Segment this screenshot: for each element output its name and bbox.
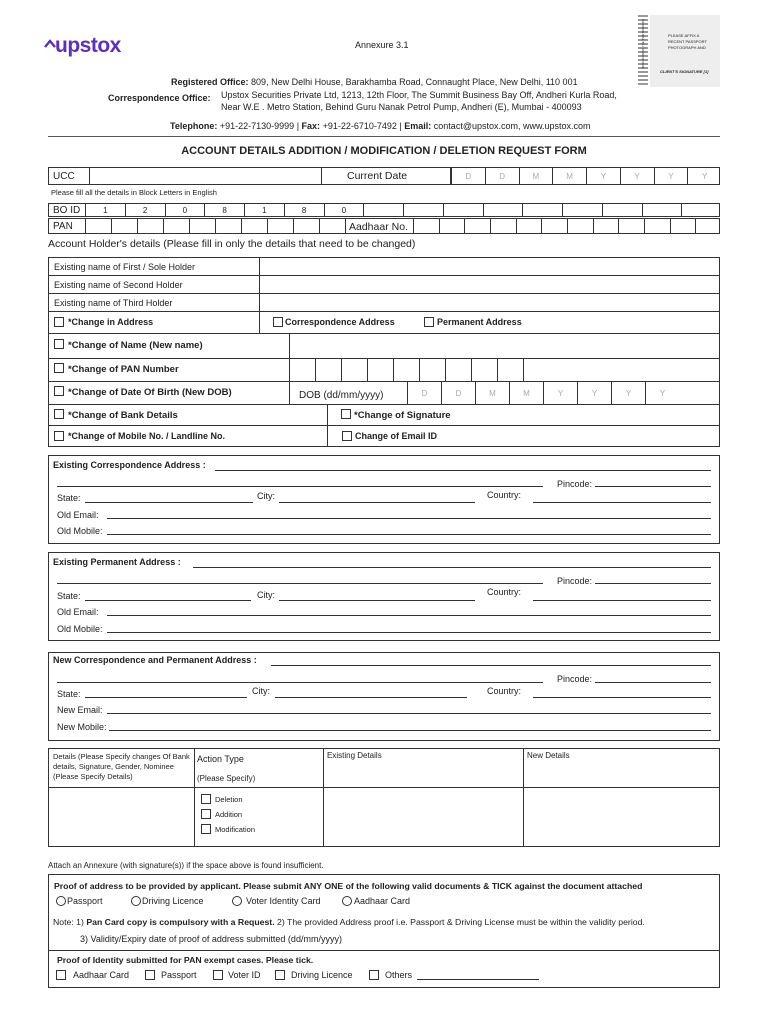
annexure-label: Annexure 3.1	[355, 40, 409, 50]
note-bold: Pan Card copy is compulsory with a Request.	[86, 917, 275, 927]
ucc-label: UCC	[53, 171, 75, 182]
details-col-header: Details (Please Specify changes Of Bank details, Signature, Gender, Nominee (Please Specify Details)	[53, 752, 190, 781]
first-holder-field[interactable]	[261, 259, 717, 274]
pan-cells	[85, 219, 345, 233]
note-prefix: Note: 1)	[53, 917, 84, 927]
date-digit-cell[interactable]: Y	[620, 168, 654, 184]
new-pan-char-cell[interactable]	[289, 359, 315, 381]
registered-office-label: Registered Office:	[171, 77, 249, 87]
country-field[interactable]	[533, 502, 711, 503]
date-digit-cell[interactable]: D	[485, 168, 519, 184]
email-value: contact@upstox.com, www.upstox.com	[433, 121, 591, 131]
photo-box-sign-text: CLIENT'S SIGNATURE [1]	[660, 69, 709, 74]
pincode-field[interactable]	[595, 486, 711, 487]
country-field[interactable]	[533, 600, 711, 601]
pan-char-cell[interactable]	[189, 219, 215, 233]
holder-details-box	[48, 257, 720, 447]
change-address-checkbox[interactable]	[54, 317, 64, 327]
ucc-field[interactable]	[89, 168, 329, 184]
existing-correspondence-title: Existing Correspondence Address :	[53, 460, 206, 470]
pincode-field[interactable]	[595, 583, 711, 584]
bo-id-digit-cell[interactable]: 0	[324, 204, 364, 216]
country-label: Country:	[487, 686, 522, 696]
proof-box	[48, 874, 720, 988]
city-field[interactable]	[279, 502, 475, 503]
date-digit-cell[interactable]: Y	[654, 168, 688, 184]
change-pan-checkbox[interactable]	[54, 363, 64, 373]
date-digit-cell[interactable]: Y	[687, 168, 721, 184]
id-passport-checkbox[interactable]	[145, 970, 155, 980]
pincode-label: Pincode:	[557, 576, 593, 586]
modification-label: Modification	[215, 825, 256, 834]
change-name-checkbox[interactable]	[54, 339, 64, 349]
aadhaar-digit-cell[interactable]	[567, 219, 593, 233]
aadhaar-digit-cell[interactable]	[439, 219, 465, 233]
bo-id-cells	[85, 204, 721, 216]
state-field[interactable]	[85, 502, 253, 503]
passport-radio[interactable]	[56, 896, 66, 906]
date-digit-cell[interactable]: D	[451, 168, 485, 184]
change-bank-checkbox[interactable]	[54, 409, 64, 419]
ucc-row	[48, 167, 720, 185]
country-label: Country:	[487, 587, 522, 597]
new-pan-char-cell[interactable]	[315, 359, 341, 381]
row-divider	[49, 311, 719, 312]
email-label: Email:	[404, 121, 432, 131]
aadhaar-digit-cell[interactable]	[618, 219, 644, 233]
new-mobile-label: New Mobile:	[57, 722, 107, 732]
address-line-1[interactable]	[271, 665, 711, 666]
new-pan-char-cell[interactable]	[393, 359, 419, 381]
country-label: Country:	[487, 490, 522, 500]
table-col-divider	[523, 749, 524, 846]
bo-id-digit-cell[interactable]: 2	[125, 204, 165, 216]
bo-id-row	[48, 203, 720, 217]
registered-office-value: 809, New Delhi House, Barakhamba Road, Connaught Place, New Delhi, 110 001	[251, 77, 578, 87]
bo-id-digit-cell[interactable]	[681, 204, 721, 216]
address-line-2[interactable]	[57, 682, 543, 683]
row-divider	[49, 333, 719, 334]
dob-digit-cell[interactable]: M	[509, 382, 543, 404]
aadhaar-digit-cell[interactable]	[695, 219, 721, 233]
id-others-checkbox[interactable]	[369, 970, 379, 980]
address-line-1[interactable]	[215, 470, 711, 471]
modification-checkbox[interactable]	[201, 824, 211, 834]
aadhaar-option: Aadhaar Card	[354, 896, 411, 906]
aadhaar-radio[interactable]	[342, 896, 352, 906]
change-signature-checkbox[interactable]	[341, 409, 351, 419]
pan-row	[48, 218, 720, 234]
pan-char-cell[interactable]	[85, 219, 111, 233]
correspondence-office-label: Correspondence Office:	[108, 93, 211, 103]
aadhaar-digit-cell[interactable]	[464, 219, 490, 233]
addition-label: Addition	[215, 810, 243, 819]
old-mobile-label: Old Mobile:	[57, 624, 103, 634]
name-divider	[289, 334, 290, 358]
pincode-label: Pincode:	[557, 674, 593, 684]
pan-char-cell[interactable]	[267, 219, 293, 233]
annexure-note: Attach an Annexure (with signature(s)) if the space above is found insufficient.	[48, 861, 324, 870]
table-col-divider	[194, 749, 195, 846]
aadhaar-cells	[413, 219, 721, 233]
new-email-label: New Email:	[57, 705, 103, 715]
change-email-checkbox[interactable]	[342, 431, 352, 441]
aadhaar-digit-cell[interactable]	[541, 219, 567, 233]
others-field[interactable]	[417, 979, 539, 980]
aadhaar-digit-cell[interactable]	[413, 219, 439, 233]
current-date-cells	[451, 168, 721, 184]
passport-option: Passport	[67, 896, 103, 906]
driving-licence-option: Driving Licence	[142, 896, 204, 906]
new-pan-char-cell[interactable]	[367, 359, 393, 381]
address-line-2[interactable]	[57, 583, 543, 584]
photo-box-side-text: SIGN ACROSS THE PHOTOGRAPH	[641, 19, 645, 69]
id-driving-checkbox[interactable]	[275, 970, 285, 980]
existing-details-header: Existing Details	[327, 751, 382, 760]
current-date-label: Current Date	[347, 170, 408, 182]
new-details-header: New Details	[527, 751, 570, 760]
new-mobile-field[interactable]	[109, 730, 711, 731]
existing-permanent-title: Existing Permanent Address :	[53, 557, 181, 567]
old-mobile-field[interactable]	[107, 534, 711, 535]
aadhaar-digit-cell[interactable]	[670, 219, 696, 233]
new-pan-char-cell[interactable]	[497, 359, 523, 381]
holder-heading: Account Holder's details (Please fill in only the details that need to be changed)	[48, 238, 416, 250]
pan-char-cell[interactable]	[163, 219, 189, 233]
id-aadhaar-checkbox[interactable]	[56, 970, 66, 980]
change-mobile-checkbox[interactable]	[54, 431, 64, 441]
details-table	[48, 748, 720, 847]
bo-id-digit-cell[interactable]: 1	[85, 204, 125, 216]
state-label: State:	[57, 689, 81, 699]
new-address-box	[48, 652, 720, 741]
pan-label: PAN	[53, 221, 73, 232]
dob-digit-cell[interactable]: Y	[611, 382, 645, 404]
proof-title: Proof of address to be provided by applicant. Please submit ANY ONE of the following valid documents & TICK against the document attached	[54, 881, 643, 891]
aadhaar-label: Aadhaar No.	[349, 221, 408, 233]
id-aadhaar-label: Aadhaar Card	[73, 970, 130, 980]
change-signature-label: *Change of Signature	[354, 410, 451, 421]
dob-digit-cell[interactable]: Y	[645, 382, 679, 404]
photo-box-affix-text: PLEASE AFFIX A RECENT PASSPORT PHOTOGRAPH AND	[668, 33, 707, 50]
bo-id-digit-cell[interactable]	[363, 204, 403, 216]
bo-id-digit-cell[interactable]: 8	[204, 204, 244, 216]
bo-id-digit-cell[interactable]: 1	[244, 204, 284, 216]
bo-id-digit-cell[interactable]	[642, 204, 682, 216]
dob-divider	[289, 382, 290, 404]
name-label-divider	[259, 258, 260, 312]
header-divider	[48, 136, 720, 137]
new-address-title: New Correspondence and Permanent Address :	[53, 655, 257, 665]
bo-id-digit-cell[interactable]	[443, 204, 483, 216]
bo-id-digit-cell[interactable]: 8	[284, 204, 324, 216]
bo-id-digit-cell[interactable]	[403, 204, 443, 216]
photo-box	[638, 15, 720, 87]
city-label: City:	[257, 590, 275, 600]
change-email-label: Change of Email ID	[355, 431, 438, 441]
state-label: State:	[57, 493, 81, 503]
separator: |	[399, 121, 402, 131]
city-field[interactable]	[275, 697, 467, 698]
id-passport-label: Passport	[161, 970, 197, 980]
id-others-label: Others	[385, 970, 413, 980]
driving-licence-radio[interactable]	[131, 896, 141, 906]
pincode-field[interactable]	[595, 682, 711, 683]
dob-digit-cell[interactable]: Y	[543, 382, 577, 404]
voter-id-radio[interactable]	[232, 896, 242, 906]
correspondence-office-line1: Upstox Securities Private Ltd, 1213, 12th Floor, The Summit Business Bay Off, Andheri Kurla Road,	[221, 90, 617, 100]
aadhaar-digit-cell[interactable]	[490, 219, 516, 233]
address-divider	[259, 312, 260, 333]
third-holder-label: Existing name of Third Holder	[54, 298, 173, 308]
old-mobile-field[interactable]	[107, 632, 711, 633]
address-line-1[interactable]	[193, 567, 711, 568]
proof-note	[53, 917, 645, 927]
pan-char-cell[interactable]	[137, 219, 163, 233]
old-email-field[interactable]	[107, 615, 711, 616]
telephone-label: Telephone:	[170, 121, 218, 131]
old-email-field[interactable]	[107, 518, 711, 519]
city-label: City:	[252, 686, 270, 696]
dob-digit-cell[interactable]: M	[475, 382, 509, 404]
correspondence-address-checkbox[interactable]	[273, 317, 283, 327]
state-label: State:	[57, 591, 81, 601]
date-digit-cell[interactable]: M	[552, 168, 586, 184]
action-type-header: Action Type	[197, 754, 244, 764]
change-address-label: *Change in Address	[68, 317, 154, 327]
country-field[interactable]	[533, 697, 711, 698]
state-field[interactable]	[85, 600, 251, 601]
bo-id-digit-cell[interactable]	[602, 204, 642, 216]
validity-note: 3) Validity/Expiry date of proof of address submitted (dd/mm/yyyy)	[80, 934, 342, 944]
action-type-subheader: (Please Specify)	[197, 774, 256, 783]
pan-char-cell[interactable]	[293, 219, 319, 233]
dob-cells	[407, 382, 679, 404]
change-bank-label: *Change of Bank Details	[68, 410, 178, 421]
bo-id-digit-cell[interactable]	[562, 204, 602, 216]
contact-line	[170, 121, 591, 131]
aadhaar-digit-cell[interactable]	[644, 219, 670, 233]
permanent-address-label: Permanent Address	[437, 317, 522, 327]
address-line-2[interactable]	[57, 486, 543, 487]
bo-id-digit-cell[interactable]	[522, 204, 562, 216]
row-divider	[49, 293, 719, 294]
old-mobile-label: Old Mobile:	[57, 526, 103, 536]
block-letters-note: Please fill all the details in Block Letters in English	[51, 188, 217, 197]
change-dob-label: *Change of Date Of Birth (New DOB)	[68, 387, 232, 398]
brand-name: upstox	[55, 34, 121, 57]
third-holder-field[interactable]	[261, 295, 717, 310]
correspondence-office-line2: Near W.E . Metro Station, Behind Guru Nanak Petrol Pump, Andheri (E), Mumbai - 400093	[221, 102, 582, 112]
pan-char-cell[interactable]	[111, 219, 137, 233]
table-header-divider	[49, 787, 719, 788]
dob-digit-cell[interactable]: D	[441, 382, 475, 404]
date-digit-cell[interactable]: M	[519, 168, 553, 184]
new-pan-char-cell[interactable]	[471, 359, 497, 381]
new-pan-char-cell[interactable]	[523, 359, 549, 381]
date-digit-cell[interactable]: Y	[586, 168, 620, 184]
row-divider	[49, 275, 719, 276]
table-col-divider	[323, 749, 324, 846]
change-pan-label: *Change of PAN Number	[68, 364, 179, 375]
bo-id-digit-cell[interactable]: 0	[165, 204, 205, 216]
existing-permanent-box	[48, 552, 720, 641]
dob-digit-cell[interactable]: D	[407, 382, 441, 404]
city-field[interactable]	[279, 600, 475, 601]
deletion-checkbox[interactable]	[201, 794, 211, 804]
correspondence-address-label: Correspondence Address	[285, 317, 395, 327]
permanent-address-checkbox[interactable]	[424, 317, 434, 327]
separator: |	[296, 121, 300, 131]
pincode-label: Pincode:	[557, 479, 593, 489]
voter-id-option: Voter Identity Card	[246, 896, 321, 906]
second-holder-field[interactable]	[261, 277, 717, 292]
identity-title: Proof of Identity submitted for PAN exempt cases. Please tick.	[57, 955, 314, 965]
old-email-label: Old Email:	[57, 607, 99, 617]
fax-value: +91-22-6710-7492	[322, 121, 397, 131]
pan-char-cell[interactable]	[241, 219, 267, 233]
old-email-label: Old Email:	[57, 510, 99, 520]
form-title: ACCOUNT DETAILS ADDITION / MODIFICATION / DELETION REQUEST FORM	[181, 145, 587, 157]
fax-label: Fax:	[301, 121, 321, 131]
row-divider	[49, 404, 719, 405]
change-dob-checkbox[interactable]	[54, 386, 64, 396]
bo-id-digit-cell[interactable]	[483, 204, 523, 216]
second-holder-label: Existing name of Second Holder	[54, 280, 183, 290]
change-name-label: *Change of Name (New name)	[68, 340, 203, 351]
telephone-value: +91-22-7130-9999	[219, 121, 295, 131]
deletion-label: Deletion	[215, 795, 243, 804]
registered-office	[171, 77, 578, 87]
proof-divider	[49, 950, 719, 951]
new-pan-char-cell[interactable]	[341, 359, 367, 381]
id-driving-label: Driving Licence	[291, 970, 353, 980]
new-pan-char-cell[interactable]	[419, 359, 445, 381]
new-pan-cells	[289, 359, 549, 381]
id-voter-checkbox[interactable]	[213, 970, 223, 980]
change-mobile-label: *Change of Mobile No. / Landline No.	[68, 431, 225, 441]
photo-box-inner	[650, 15, 720, 87]
dob-format-label: DOB (dd/mm/yyyy)	[299, 390, 384, 401]
dob-digit-cell[interactable]: Y	[577, 382, 611, 404]
state-field[interactable]	[85, 697, 247, 698]
new-email-field[interactable]	[107, 713, 711, 714]
pan-char-cell[interactable]	[215, 219, 241, 233]
upstox-logo	[44, 34, 121, 58]
first-holder-label: Existing name of First / Sole Holder	[54, 262, 196, 272]
existing-correspondence-box	[48, 455, 720, 544]
id-voter-label: Voter ID	[228, 970, 261, 980]
addition-checkbox[interactable]	[201, 809, 211, 819]
new-pan-char-cell[interactable]	[445, 359, 471, 381]
aadhaar-digit-cell[interactable]	[516, 219, 542, 233]
aadhaar-digit-cell[interactable]	[593, 219, 619, 233]
bank-signature-divider	[327, 405, 328, 447]
pan-char-cell[interactable]	[319, 219, 345, 233]
row-divider	[49, 425, 719, 426]
new-name-field[interactable]	[291, 335, 717, 357]
note-rest: 2) The provided Address proof i.e. Passport & Driving License must be within the validity period.	[277, 917, 645, 927]
city-label: City:	[257, 491, 275, 501]
bo-id-label: BO ID	[53, 205, 81, 216]
